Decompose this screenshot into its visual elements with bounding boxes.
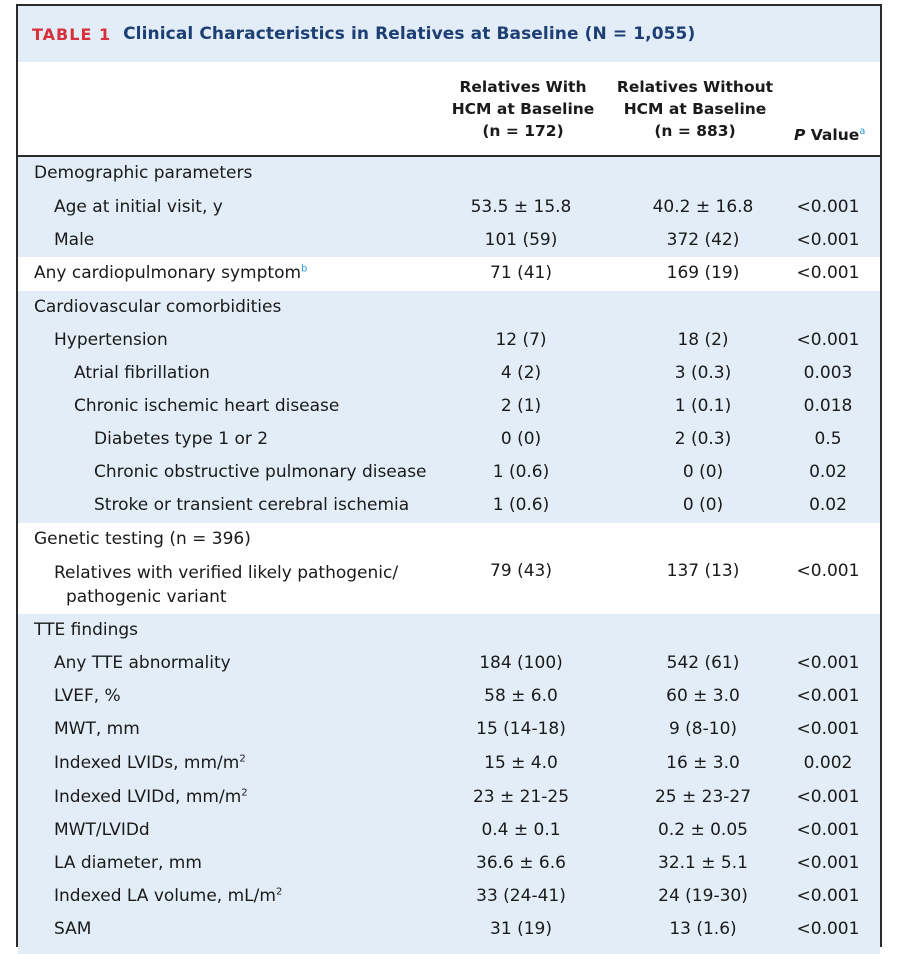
cell-without-hcm: 32.1 ± 5.1	[658, 853, 748, 873]
cell-without-hcm: 16 ± 3.0	[666, 753, 740, 773]
cell-p-value: 0.02	[809, 462, 847, 482]
cell-with-hcm: 0.4 ± 0.1	[481, 820, 561, 840]
cell-p-value: <0.001	[796, 330, 860, 350]
table-row	[18, 197, 880, 223]
row-label: Age at initial visit, y	[54, 197, 223, 217]
table-row	[18, 719, 880, 745]
cell-p-value: <0.001	[796, 787, 860, 807]
row-label: Diabetes type 1 or 2	[94, 429, 269, 449]
table-row	[18, 462, 880, 488]
cell-with-hcm: 1 (0.6)	[492, 495, 550, 515]
cell-without-hcm: 372 (42)	[666, 230, 740, 250]
cell-p-value: <0.001	[796, 919, 860, 939]
table-row	[18, 330, 880, 356]
cell-with-hcm: 1 (0.6)	[492, 462, 550, 482]
cell-with-hcm: 33 (24-41)	[476, 886, 566, 906]
cell-p-value: 0.002	[803, 753, 853, 773]
row-label: SAM	[54, 919, 92, 939]
section-label: Cardiovascular comorbidities	[34, 297, 282, 317]
cell-p-value: 0.018	[803, 396, 853, 416]
cell-without-hcm: 1 (0.1)	[674, 396, 732, 416]
table-row	[18, 853, 880, 879]
cell-p-value: <0.001	[796, 230, 860, 250]
row-label: Indexed LVIDd, $mm/m^2$	[54, 787, 248, 807]
cell-p-value: <0.001	[796, 197, 860, 217]
cell-p-value: 0.003	[803, 363, 853, 383]
cell-without-hcm: 0 (0)	[682, 462, 724, 482]
table-row	[18, 230, 880, 256]
table-row	[18, 529, 880, 555]
column-header-row	[18, 62, 880, 157]
cell-with-hcm: 31 (19)	[490, 919, 552, 939]
column-header-without-hcm: Relatives Without HCM at Baseline (n = 883)	[616, 78, 774, 140]
cell-p-value: 0.02	[809, 495, 847, 515]
table-title: Clinical Characteristics in Relatives at Baseline (N = 1,055)	[123, 24, 696, 44]
cell-with-hcm: 15 (14-18)	[476, 719, 566, 739]
cell-p-value: <0.001	[796, 653, 860, 673]
row-label: Chronic ischemic heart disease	[74, 396, 340, 416]
row-label: MWT/LVIDd	[54, 820, 150, 840]
row-label: LA diameter, mm	[54, 853, 202, 873]
row-label: Indexed LVIDs, $mm/m^2$	[54, 753, 246, 773]
cell-with-hcm: 79 (43)	[490, 561, 552, 581]
cell-with-hcm: 15 ± 4.0	[484, 753, 558, 773]
table-row	[18, 620, 880, 646]
cell-without-hcm: 13 (1.6)	[669, 919, 737, 939]
section-label: Demographic parameters	[34, 163, 253, 183]
cell-p-value: <0.001	[796, 853, 860, 873]
section-label: Genetic testing (n = 396)	[34, 529, 251, 549]
cell-with-hcm: 12 (7)	[495, 330, 547, 350]
cell-without-hcm: 0.2 ± 0.05	[658, 820, 748, 840]
table-row	[18, 787, 880, 813]
cell-without-hcm: 25 ± 23-27	[654, 787, 752, 807]
table-row	[18, 820, 880, 846]
cell-without-hcm: 40.2 ± 16.8	[652, 197, 754, 217]
cell-p-value: <0.001	[796, 886, 860, 906]
table-row	[18, 297, 880, 323]
row-label: Stroke or transient cerebral ischemia	[94, 495, 410, 515]
table-row	[18, 561, 880, 611]
cell-without-hcm: 0 (0)	[682, 495, 724, 515]
row-label: Male	[54, 230, 95, 250]
table-row	[18, 396, 880, 422]
cell-p-value: <0.001	[796, 686, 860, 706]
row-label: Chronic obstructive pulmonary disease	[94, 462, 427, 482]
cell-with-hcm: 184 (100)	[479, 653, 563, 673]
cell-without-hcm: 60 ± 3.0	[666, 686, 740, 706]
cell-with-hcm: 36.6 ± 6.6	[476, 853, 566, 873]
row-label: Any cardiopulmonary symptom$^b$	[34, 263, 308, 283]
cell-with-hcm: 71 (41)	[490, 263, 552, 283]
cell-without-hcm: 137 (13)	[666, 561, 740, 581]
section-label: TTE findings	[34, 620, 139, 640]
cell-without-hcm: 542 (61)	[666, 653, 740, 673]
footnote-marker: b	[301, 263, 308, 275]
row-label: LVEF, %	[54, 686, 121, 706]
table-row	[18, 653, 880, 679]
cell-with-hcm: 0 (0)	[500, 429, 542, 449]
cell-p-value: <0.001	[796, 820, 860, 840]
cell-without-hcm: 18 (2)	[677, 330, 729, 350]
cell-with-hcm: 23 ± 21-25	[472, 787, 570, 807]
table-title-bar	[18, 6, 880, 62]
table-row	[18, 886, 880, 912]
table-row	[18, 686, 880, 712]
cell-without-hcm: 24 (19-30)	[658, 886, 748, 906]
cell-with-hcm: 53.5 ± 15.8	[470, 197, 572, 217]
cell-with-hcm: 58 ± 6.0	[484, 686, 558, 706]
table-row	[18, 429, 880, 455]
row-label: MWT, mm	[54, 719, 140, 739]
clinical-characteristics-table	[16, 4, 882, 947]
table-row	[18, 495, 880, 521]
row-label: Any TTE abnormality	[54, 653, 231, 673]
cell-without-hcm: 2 (0.3)	[674, 429, 732, 449]
table-row	[18, 263, 880, 289]
cell-with-hcm: 4 (2)	[500, 363, 542, 383]
cell-p-value: <0.001	[796, 719, 860, 739]
cell-p-value: <0.001	[796, 561, 860, 581]
column-header-p-value: P Value$^a$	[794, 126, 866, 145]
table-row	[18, 363, 880, 389]
row-label: Indexed LA volume, $mL/m^2$	[54, 886, 283, 906]
table-row	[18, 919, 880, 945]
cell-without-hcm: 9 (8-10)	[668, 719, 738, 739]
cell-without-hcm: 3 (0.3)	[674, 363, 732, 383]
cell-p-value: 0.5	[814, 429, 842, 449]
cell-with-hcm: 2 (1)	[500, 396, 542, 416]
column-header-with-hcm: Relatives With HCM at Baseline (n = 172)	[451, 78, 595, 140]
table-row	[18, 753, 880, 779]
cell-with-hcm: 101 (59)	[484, 230, 558, 250]
row-label: Hypertension	[54, 330, 168, 350]
table-row	[18, 163, 880, 189]
row-label: Relatives with verified likely pathogenic/ pathogenic variant	[54, 563, 399, 607]
cell-p-value: <0.001	[796, 263, 860, 283]
cell-without-hcm: 169 (19)	[666, 263, 740, 283]
row-label: Atrial fibrillation	[74, 363, 210, 383]
table-label: TABLE 1	[32, 24, 112, 44]
